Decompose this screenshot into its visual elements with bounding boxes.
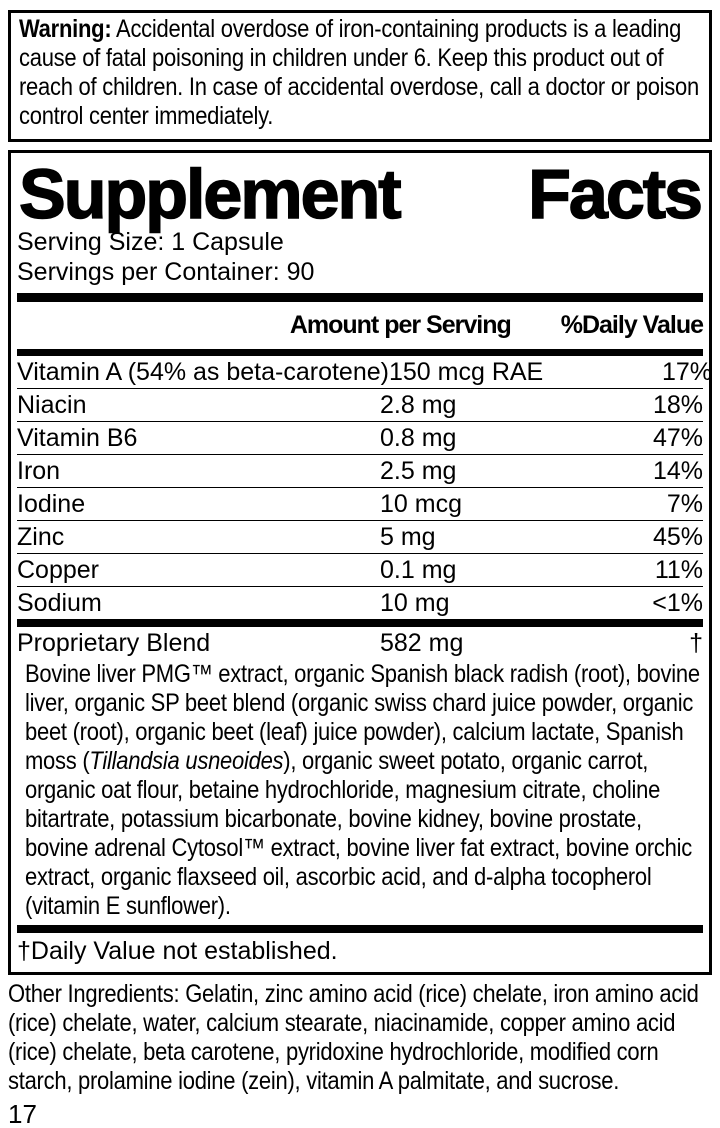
panel-title — [17, 153, 703, 233]
nutrient-name: Niacin — [17, 391, 87, 419]
nutrient-amount: 150 mcg RAE — [388, 358, 544, 386]
nutrient-daily-value: 47% — [652, 424, 703, 452]
nutrient-name: Copper — [17, 556, 99, 584]
thick-divider-footnote — [17, 925, 703, 933]
nutrient-rows — [17, 356, 712, 619]
table-row — [17, 421, 703, 454]
nutrient-amount: 0.8 mg — [380, 424, 457, 452]
column-header-daily-value: %Daily Value — [560, 311, 703, 339]
proprietary-blend-row — [17, 627, 703, 660]
nutrient-name: Sodium — [17, 589, 102, 617]
daily-value-footnote — [17, 933, 703, 968]
daily-value-footnote-text: †Daily Value not established. — [17, 937, 338, 965]
nutrient-name: Vitamin A (54% as beta-carotene) — [17, 358, 389, 386]
page-number: 17 — [8, 1099, 37, 1128]
thick-divider-header — [17, 349, 703, 356]
nutrient-amount: 2.8 mg — [380, 391, 457, 419]
warning-label: Warning: — [19, 15, 112, 43]
table-row — [17, 520, 703, 553]
nutrient-daily-value: 17% — [661, 358, 712, 386]
nutrient-amount: 10 mcg — [380, 490, 462, 518]
warning-body: Accidental overdose of iron-containing products is a leading cause of fatal poisoning in children under 6. Keep this product out of reach of children. In case of accidental overdose, call a doctor or poison control center immediately. — [19, 15, 699, 130]
supplement-facts-panel — [8, 150, 712, 975]
nutrient-name: Vitamin B6 — [17, 424, 138, 452]
nutrient-amount: 2.5 mg — [380, 457, 457, 485]
nutrient-daily-value: 7% — [666, 490, 703, 518]
iron-warning-box — [8, 10, 712, 142]
servings-per-container-line — [17, 257, 703, 287]
column-header-amount: Amount per Serving — [289, 311, 511, 339]
table-row — [17, 388, 703, 421]
nutrient-name: Iodine — [17, 490, 86, 518]
serving-size-text: Serving Size: 1 Capsule — [17, 228, 284, 256]
blend-description — [17, 660, 703, 921]
thick-divider-top — [17, 293, 703, 302]
nutrient-daily-value: <1% — [652, 589, 703, 617]
blend-dagger: † — [689, 629, 703, 657]
table-row — [17, 356, 712, 388]
title-word-supplement: Supplement — [19, 155, 400, 233]
label-page — [8, 0, 712, 1128]
blend-description-text: Bovine liver PMG™ extract, organic Spanish black radish (root), bovine liver, organic SP beet blend (organic swiss chard juice powder, organic beet (root), organic beet (leaf) juice powder), calcium lactate, Spanish moss ( — [25, 660, 700, 775]
table-row — [17, 586, 703, 619]
table-header-row — [17, 302, 703, 349]
blend-amount: 582 mg — [380, 629, 464, 657]
thick-divider-blend — [17, 619, 703, 627]
warning-text — [19, 15, 701, 131]
table-row — [17, 487, 703, 520]
blend-description-text-end: ), organic sweet potato, organic carrot, organic oat flour, betaine hydrochloride, magnesium citrate, choline bitartrate, potassium bicarbonate, bovine kidney, bovine prostate, bovine adrenal Cytosol™ extract, bovine liver fat extract, bovine orchic extract, organic flaxseed oil, ascorbic acid, and d-alpha tocopherol (vitamin E sunflower). — [25, 747, 692, 920]
table-row — [17, 553, 703, 586]
blend-latin-name: Tillandsia usneoides — [89, 747, 284, 775]
nutrient-daily-value: 11% — [654, 556, 703, 584]
nutrient-amount: 5 mg — [380, 523, 436, 551]
nutrient-amount: 0.1 mg — [380, 556, 457, 584]
table-row — [17, 454, 703, 487]
other-ingredients-text: Other Ingredients: Gelatin, zinc amino acid (rice) chelate, iron amino acid (rice) chelate, water, calcium stearate, niacinamide, copper amino acid (rice) chelate, beta carotene, pyridoxine hydrochloride, modified corn starch, prolamine iodine (zein), vitamin A palmitate, and sucrose. — [8, 980, 699, 1095]
nutrient-daily-value: 45% — [652, 523, 703, 551]
nutrient-daily-value: 18% — [652, 391, 703, 419]
servings-per-container-text: Servings per Container: 90 — [17, 258, 315, 286]
title-word-facts: Facts — [528, 155, 701, 233]
nutrient-amount: 10 mg — [380, 589, 450, 617]
nutrient-name: Iron — [17, 457, 61, 485]
blend-name: Proprietary Blend — [17, 629, 211, 657]
other-ingredients — [8, 980, 712, 1096]
nutrient-name: Zinc — [17, 523, 65, 551]
nutrient-daily-value: 14% — [652, 457, 703, 485]
